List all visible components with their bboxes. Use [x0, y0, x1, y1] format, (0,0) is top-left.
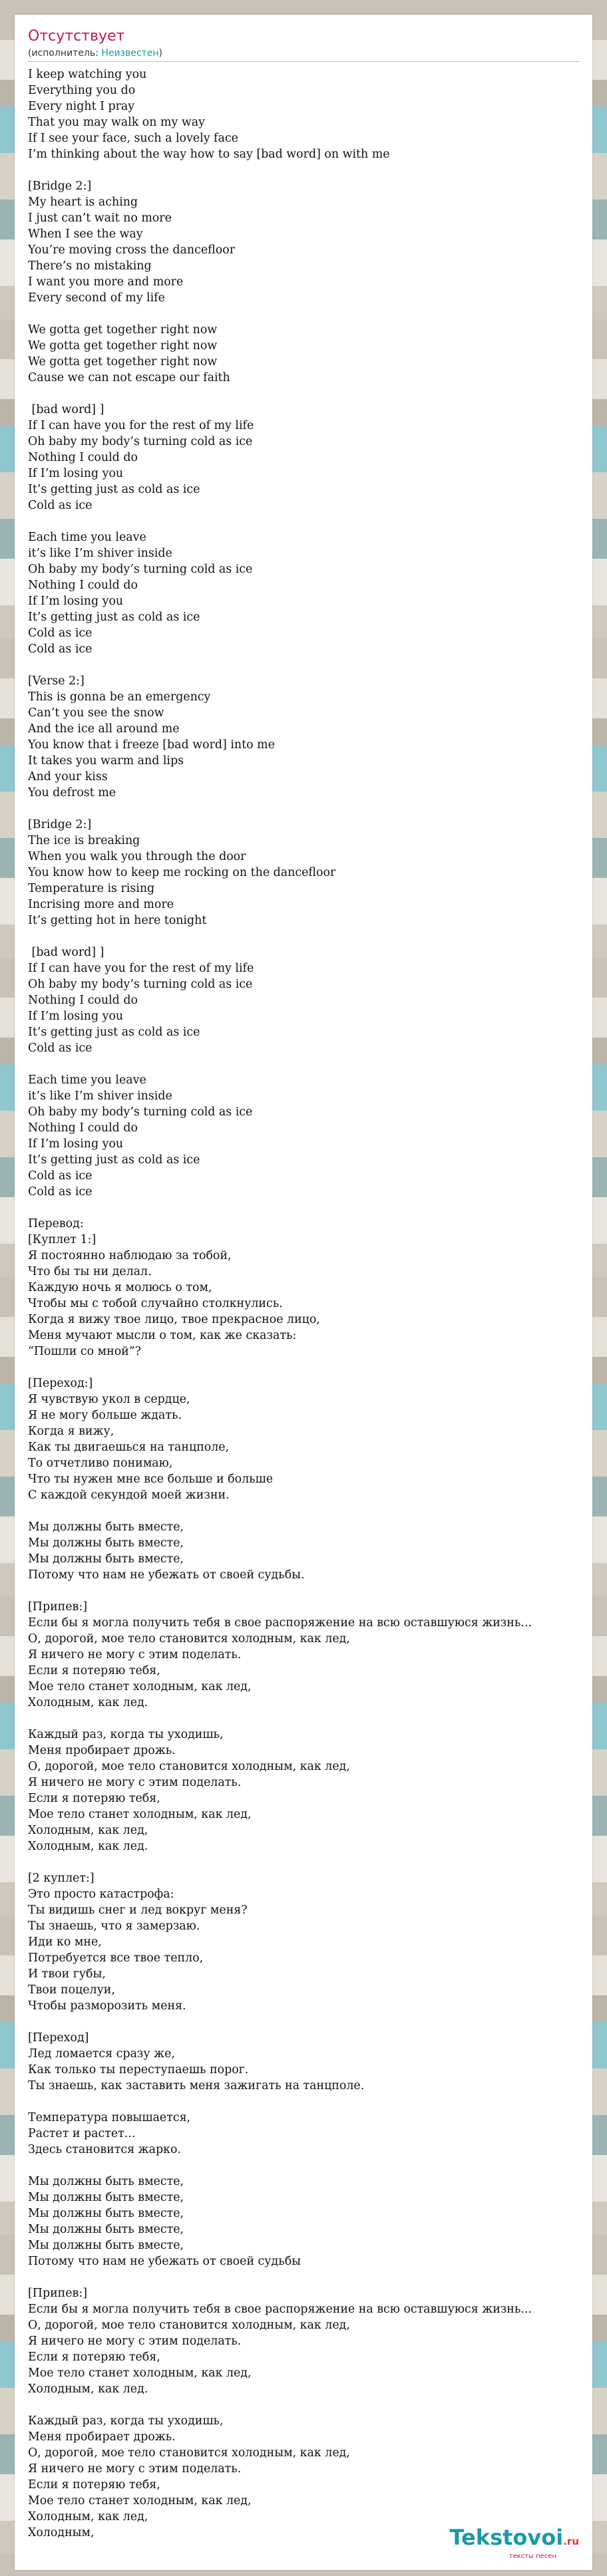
song-header	[28, 27, 579, 62]
site-logo[interactable]	[450, 2526, 579, 2561]
logo-wordmark	[450, 2526, 579, 2553]
logo-tagline: тексты песен	[508, 2553, 556, 2560]
song-title: Отсутствует	[28, 28, 125, 45]
artist-prefix: (исполнитель:	[28, 48, 102, 59]
header-divider	[28, 61, 579, 62]
logo-tld: .ru	[563, 2535, 579, 2547]
logo-name: Tekstovoi	[449, 2525, 564, 2550]
artist-suffix: )	[158, 48, 162, 59]
artist-line	[28, 47, 579, 60]
lyrics-sheet	[15, 15, 592, 2570]
lyrics-text: I keep watching you Everything you do Every night I pray That you may walk on my way If I see your face, such a lovely face I’m thinking about the way how to say [bad word] on with me [Bridge 2:] My heart is aching I just can’t wait no more When I see the way You’re moving cross the dancefloor There’s no mistaking I want you more and more Every second of my life We gotta get together right now We gotta get together right now We gotta get together right now Cause we can not escape our faith [bad word] ] If I can have you for the rest of my life Oh baby my body’s turning cold as ice Nothing I could do If I’m losing you It’s getting just as cold as ice Cold as ice Each time you leave it’s like I’m shiver inside Oh baby my body’s turning cold as ice Nothing I could do If I’m losing you It’s getting just as cold as ice Cold as ice Cold as ice [Verse 2:] This is gonna be an emergency Can’t you see the snow And the ice all around me You know that i freeze [bad word] into me It takes you warm and lips And your kiss You defrost me [Bridge 2:] The ice is breaking When you walk you through the door You know how to keep me rocking on the dancefloor Temperature is rising Incrising more and more It’s getting hot in here tonight [bad word] ] If I can have you for the rest of my life Oh baby my body’s turning cold as ice Nothing I could do If I’m losing you It’s getting just as cold as ice Cold as ice Each time you leave it’s like I’m shiver inside Oh baby my body’s turning cold as ice Nothing I could do If I’m losing you It’s getting just as cold as ice Cold as ice Cold as ice Перевод: [Куплет 1:] Я постоянно наблюдаю за тобой, Что бы ты ни делал. Каждую ночь я молюсь о том, Чтобы мы с тобой случайно столкнулись. Когда я вижу твое лицо, твое прекрасное лицо, Меня мучают мысли о том, как же сказать: “Пошли со мной”? [Переход:] Я чувствую укол в сердце, Я не могу больше ждать. Когда я вижу, Как ты двигаешься на танцполе, То отчетливо понимаю, Что ты нужен мне все больше и больше С каждой секундой моей жизни. Мы должны быть вместе, Мы должны быть вместе, Мы должны быть вместе, Потому что нам не убежать от своей судьбы. [Припев:] Если бы я могла получить тебя в свое распоряжение на всю оставшуюся жизнь... О, дорогой, мое тело становится холодным, как лед, Я ничего не могу с этим поделать. Если я потеряю тебя, Мое тело станет холодным, как лед, Холодным, как лед. Каждый раз, когда ты уходишь, Меня пробирает дрожь. О, дорогой, мое тело становится холодным, как лед, Я ничего не могу с этим поделать. Если я потеряю тебя, Мое тело станет холодным, как лед, Холодным, как лед, Холодным, как лед. [2 куплет:] Это просто катастрофа: Ты видишь снег и лед вокруг меня? Ты знаешь, что я замерзаю. Иди ко мне, Потребуется все твое тепло, И твои губы, Твои поцелуи, Чтобы разморозить меня. [Переход] Лед ломается сразу же, Как только ты переступаешь порог. Ты знаешь, как заставить меня зажигать на танцполе. Температура повышается, Растет и растет... Здесь становится жарко. Мы должны быть вместе, Мы должны быть вместе, Мы должны быть вместе, Мы должны быть вместе, Мы должны быть вместе, Потому что нам не убежать от своей судьбы [Припев:] Если бы я могла получить тебя в свое распоряжение на всю оставшуюся жизнь... О, дорогой, мое тело становится холодным, как лед, Я ничего не могу с этим поделать. Если я потеряю тебя, Мое тело станет холодным, как лед, Холодным, как лед. Каждый раз, когда ты уходишь, Меня пробирает дрожь. О, дорогой, мое тело становится холодным, как лед, Я ничего не могу с этим поделать. Если я потеряю тебя, Мое тело станет холодным, как лед, Холодным, как лед, Холодным,	[28, 68, 532, 2539]
artist-link[interactable]: Неизвестен	[101, 48, 159, 59]
